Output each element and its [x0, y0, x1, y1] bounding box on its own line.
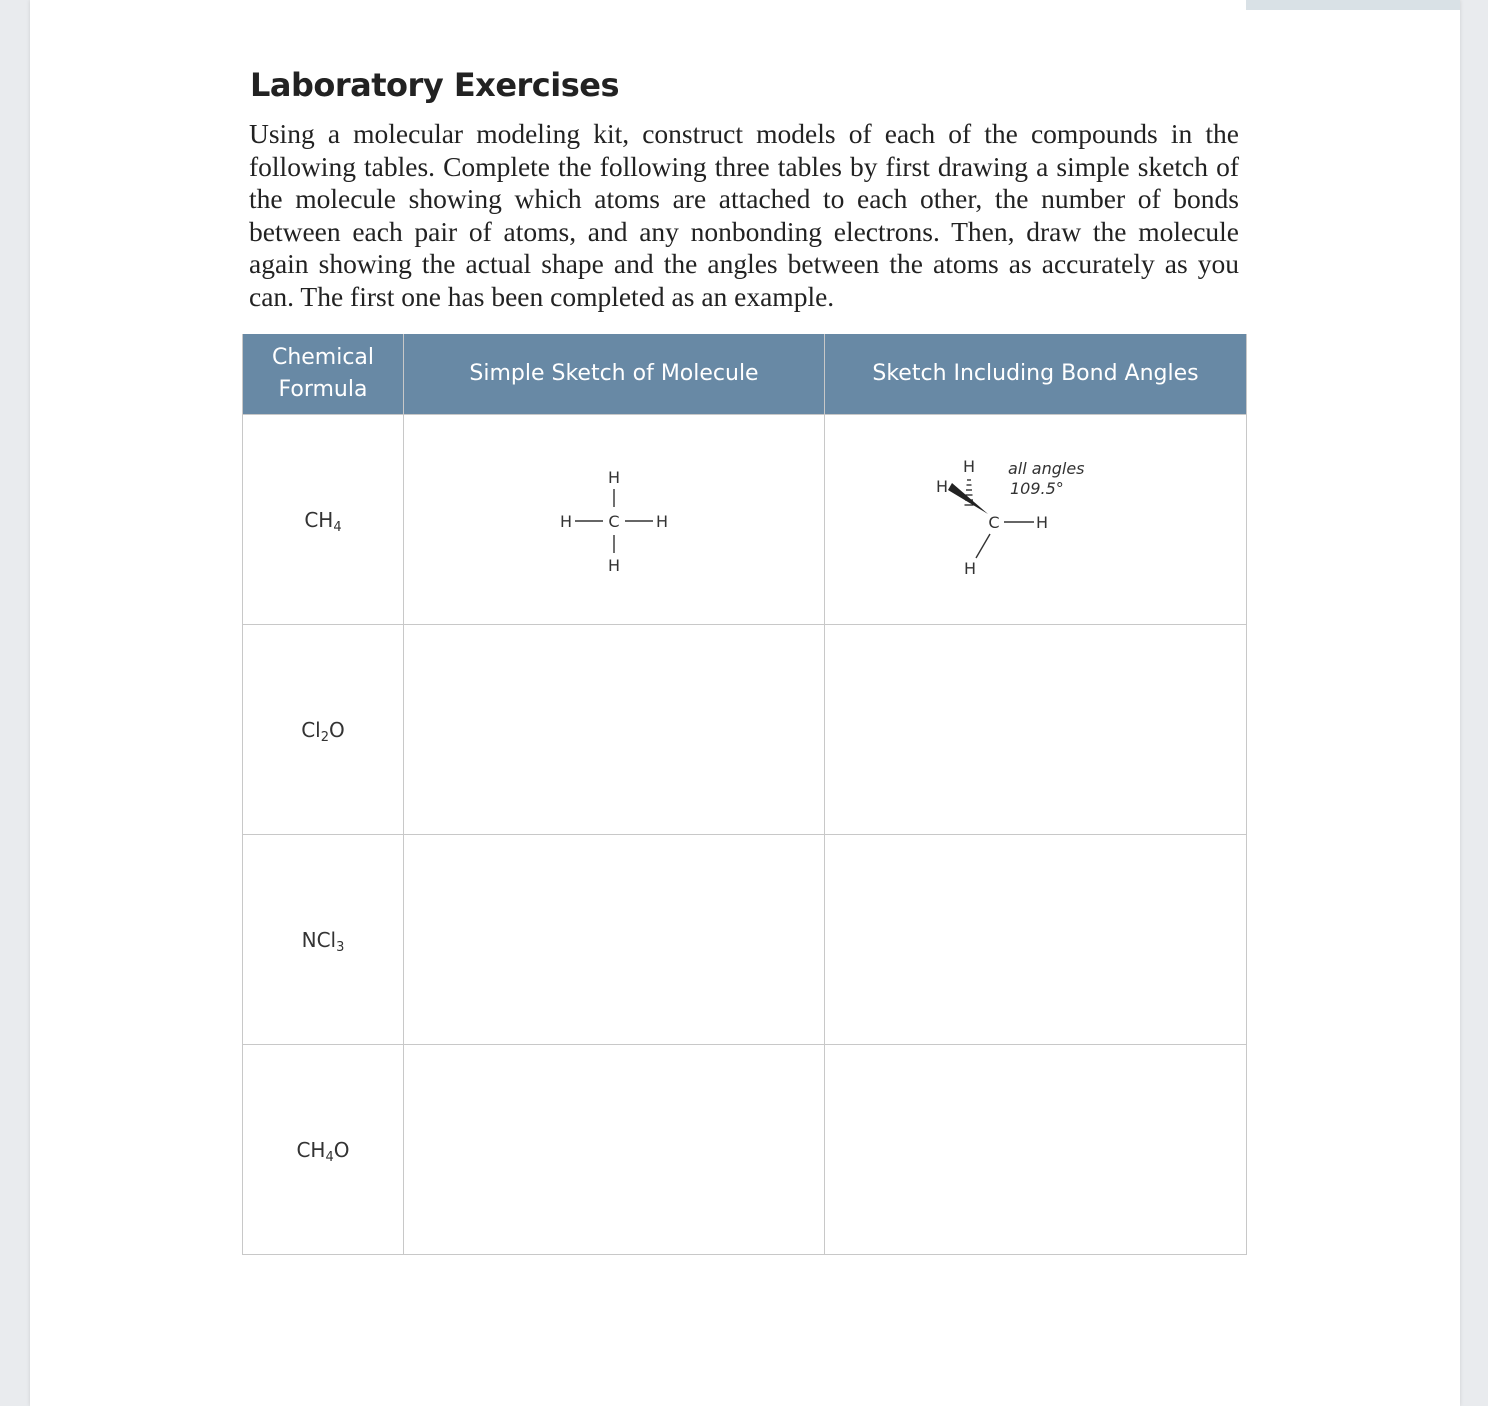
header-formula-line2: Formula — [278, 377, 368, 402]
sketch-atom-h-bottom: H — [607, 555, 621, 575]
simple-sketch-cell[interactable] — [404, 1045, 825, 1255]
chemical-formula: $CH_4$ — [304, 507, 342, 535]
angle-atom-h-right: H — [1035, 512, 1048, 532]
table-row — [243, 835, 1247, 1045]
header-formula-line1: Chemical — [271, 345, 375, 370]
angle-note-line2: 109.5° — [1009, 478, 1064, 498]
header-bond-angles: Sketch Including Bond Angles — [825, 334, 1247, 415]
sketch-atom-h-left: H — [559, 511, 573, 531]
angle-atom-h-left: H — [935, 476, 948, 496]
angle-atom-h-top: H — [962, 456, 975, 476]
intro-paragraph: Using a molecular modeling kit, construct models of each of the compounds in the following tables. Complete the following three tables by first drawing a simple sketch of the molecule showing which atoms are attached to each other, the number of bonds between each pair of atoms, and any nonbonding electrons. Then, draw the molecule again showing the actual shape and the angles between the atoms as accurately as you can. The first one has been completed as an example. — [249, 118, 1239, 312]
table-row — [243, 625, 1247, 835]
wedge-bond — [948, 483, 988, 514]
header-simple-sketch: Simple Sketch of Molecule — [404, 334, 825, 415]
top-strip — [1246, 0, 1460, 10]
angle-atom-h-bottom: H — [963, 558, 976, 578]
sketch-atom-h-top: H — [607, 467, 621, 487]
chemical-formula: $Cl_2O$ — [301, 717, 345, 745]
table-row — [243, 1045, 1247, 1255]
simple-sketch-cell[interactable] — [404, 625, 825, 835]
formula-cell — [243, 625, 404, 835]
methane-lewis-sketch — [544, 455, 684, 585]
formula-cell — [243, 835, 404, 1045]
simple-sketch-cell — [404, 415, 825, 625]
formula-cell — [243, 415, 404, 625]
chemical-formula: NCl$_3$ — [301, 927, 345, 955]
bond-angle-cell[interactable] — [825, 835, 1247, 1045]
bond-angle-cell[interactable] — [825, 1045, 1247, 1255]
simple-sketch-cell[interactable] — [404, 835, 825, 1045]
sketch-atom-h-right: H — [655, 511, 669, 531]
sketch-atom-c: C — [608, 511, 620, 531]
table-row — [243, 415, 1247, 625]
lab-table — [242, 334, 1247, 1255]
page-title: Laboratory Exercises — [250, 66, 620, 104]
angle-bond-bottom — [976, 534, 990, 558]
methane-3d-sketch — [936, 450, 1136, 590]
formula-cell — [243, 1045, 404, 1255]
header-chemical-formula — [243, 334, 404, 415]
chemical-formula: $CH_4O$ — [296, 1137, 350, 1165]
angle-note-line1: all angles — [1007, 458, 1085, 478]
table-header-row — [243, 334, 1247, 415]
bond-angle-cell — [825, 415, 1247, 625]
angle-atom-c: C — [987, 512, 1000, 532]
bond-angle-cell[interactable] — [825, 625, 1247, 835]
